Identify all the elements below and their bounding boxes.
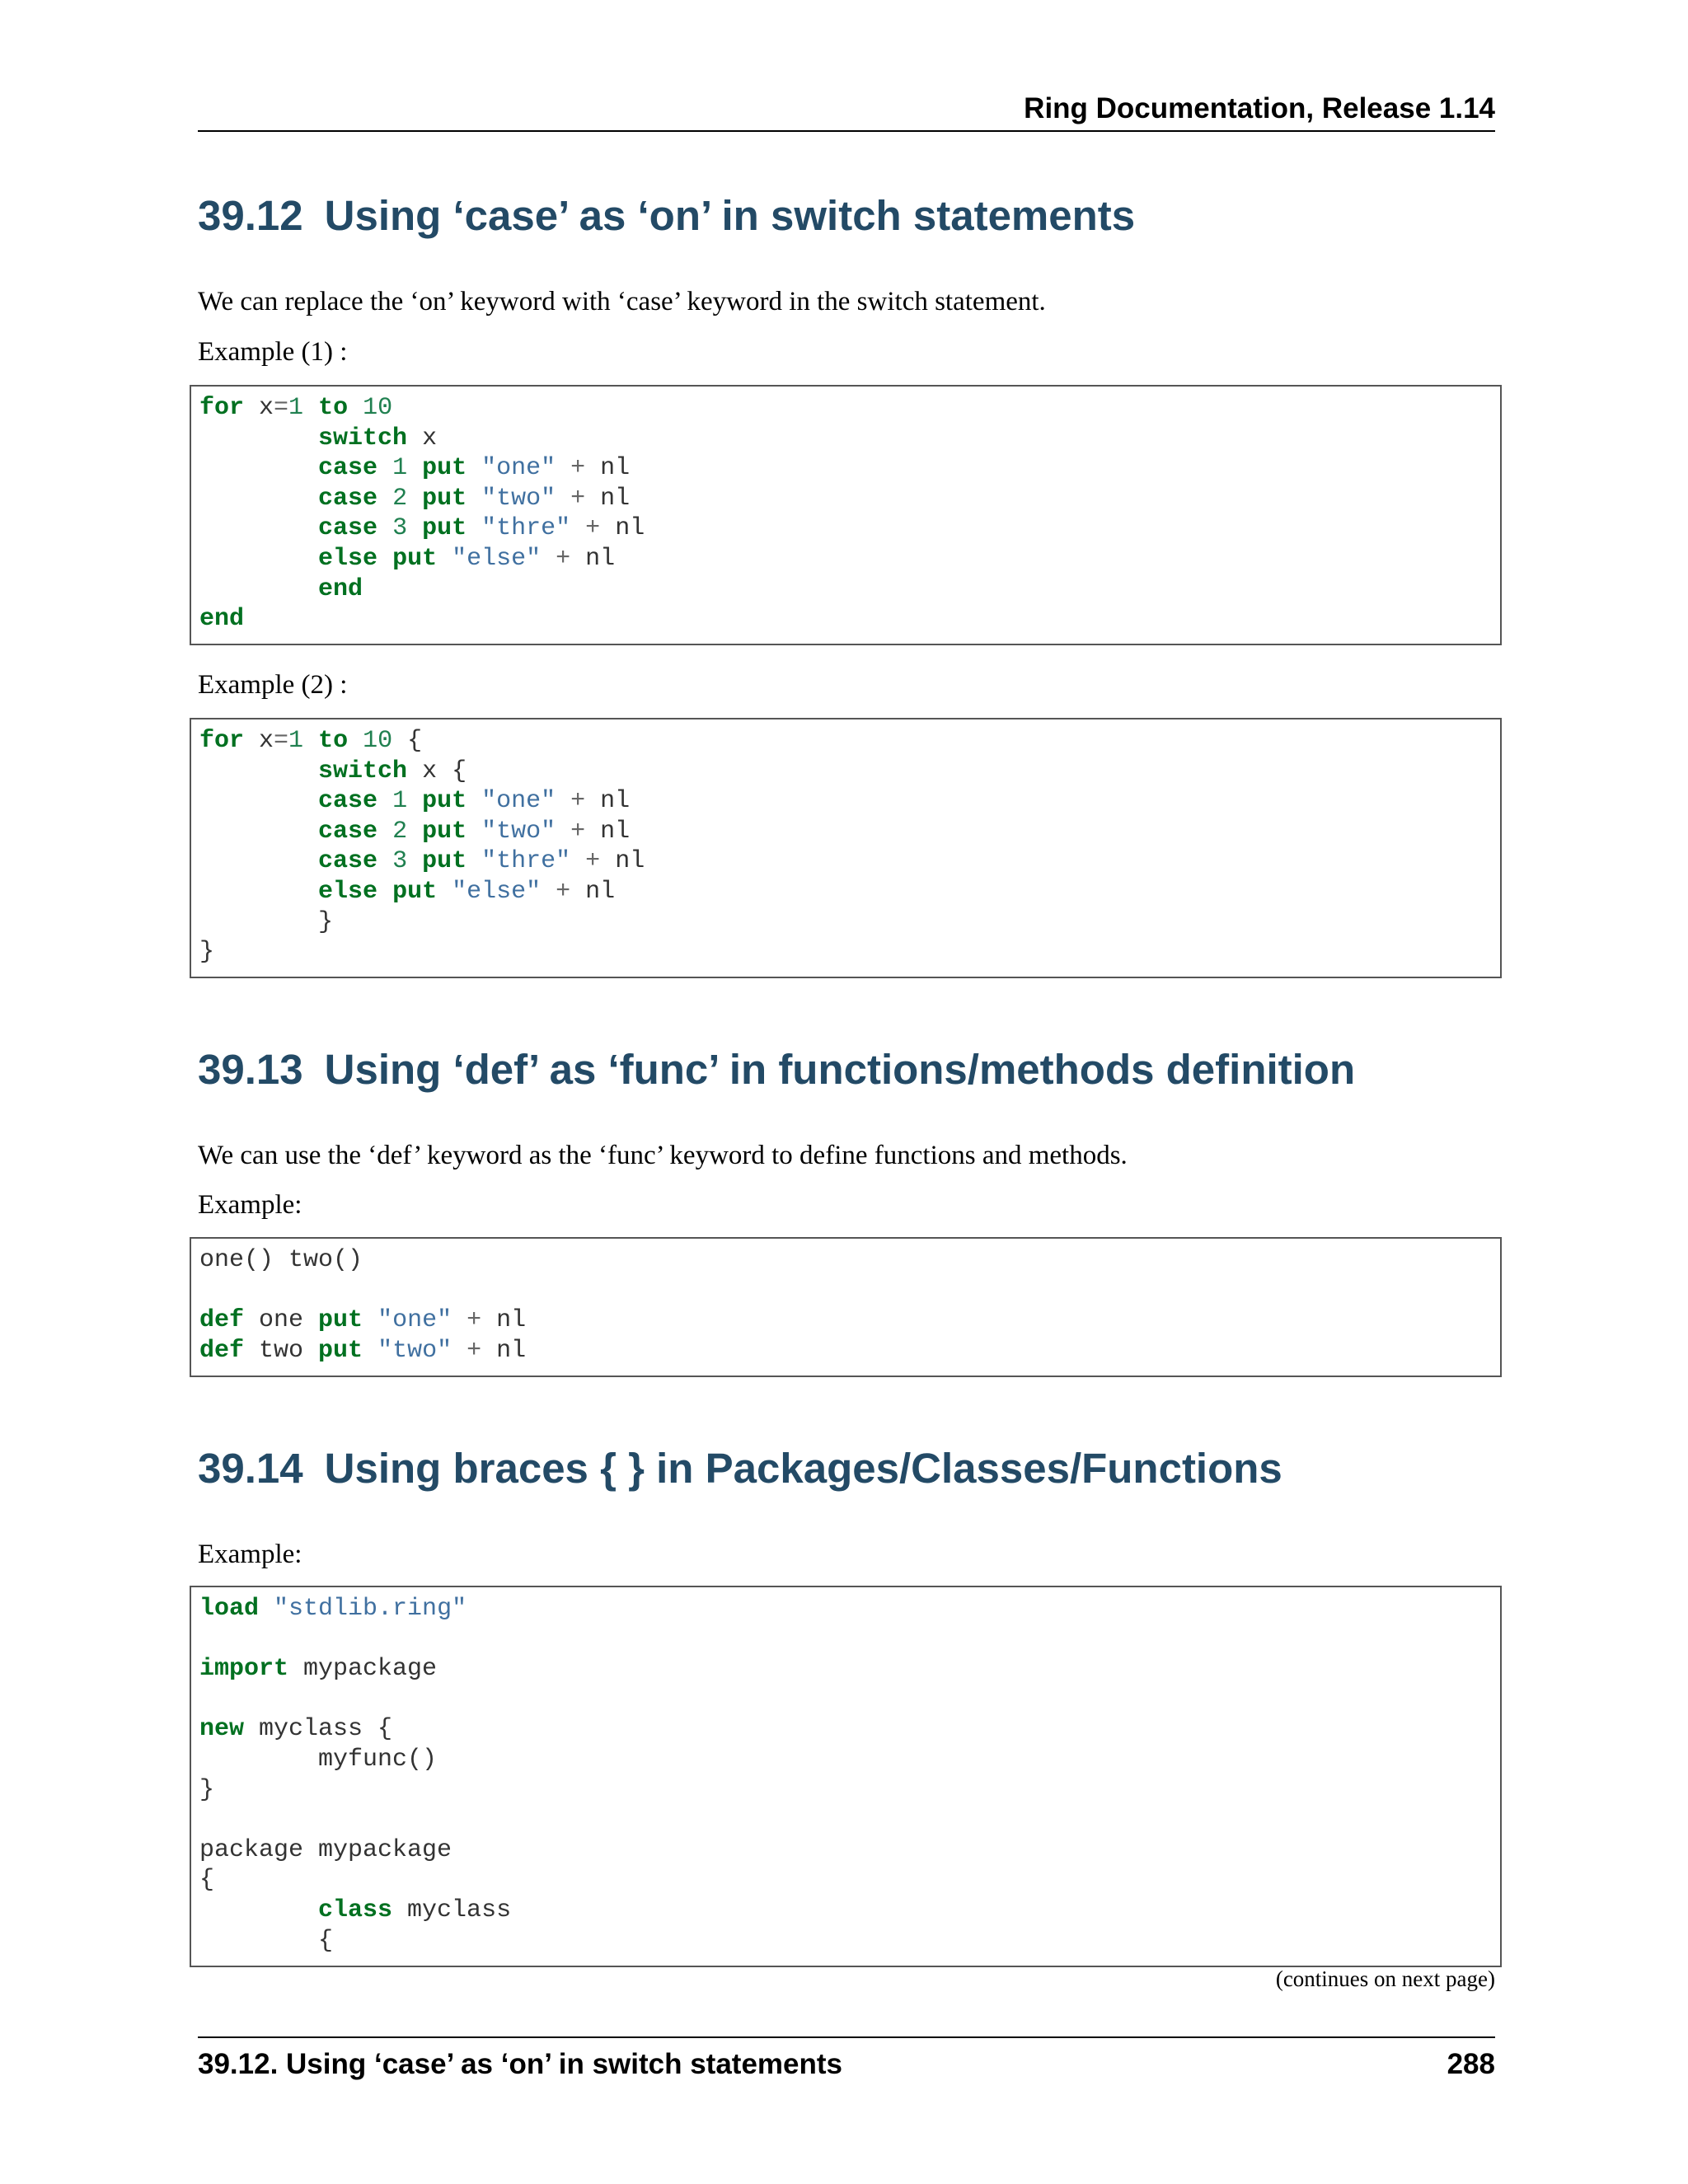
code-block-example-4 xyxy=(190,1586,1502,1967)
header-title: Ring Documentation, Release 1.14 xyxy=(1024,92,1495,124)
example-label: Example (2) : xyxy=(198,670,348,700)
section-title: Using braces { } in Packages/Classes/Functions xyxy=(324,1445,1282,1492)
section-intro: We can replace the ‘on’ keyword with ‘case’ keyword in the switch statement. xyxy=(198,287,1046,316)
section-heading-39-13 xyxy=(198,1045,1355,1094)
section-heading-39-14 xyxy=(198,1444,1282,1493)
page-number: 288 xyxy=(1447,2048,1495,2080)
section-title: Using ‘def’ as ‘func’ in functions/methods definition xyxy=(324,1046,1356,1093)
code-text: for x=1 to 10 switch x case 1 put "one" + nl case 2 put "two" + nl case 3 put "thre" + nl else put "else" + nl end end xyxy=(199,394,645,634)
code-block-example-2 xyxy=(190,718,1502,978)
code-text: load "stdlib.ring" import mypackage new myclass { myfunc() } package mypackage { class myclass { xyxy=(199,1595,512,1955)
section-intro: We can use the ‘def’ keyword as the ‘func’ keyword to define functions and methods. xyxy=(198,1141,1128,1170)
example-label: Example (1) : xyxy=(198,337,348,367)
code-text: one() two() def one put "one" + nl def two put "two" + nl xyxy=(199,1246,527,1365)
example-label: Example: xyxy=(198,1540,302,1569)
section-number: 39.12 xyxy=(198,192,303,239)
code-block-example-1 xyxy=(190,385,1502,645)
code-text: for x=1 to 10 { switch x { case 1 put "one" + nl case 2 put "two" + nl case 3 put "thre" + nl else put "else" + nl } } xyxy=(199,727,645,967)
section-title: Using ‘case’ as ‘on’ in switch statements xyxy=(324,192,1136,239)
section-number: 39.14 xyxy=(198,1445,303,1492)
example-label: Example: xyxy=(198,1190,302,1220)
page-footer xyxy=(198,2036,1495,2088)
footer-section-title: 39.12. Using ‘case’ as ‘on’ in switch statements xyxy=(198,2048,842,2080)
section-heading-39-12 xyxy=(198,191,1135,240)
continues-note: (continues on next page) xyxy=(1275,1966,1495,1991)
section-number: 39.13 xyxy=(198,1046,303,1093)
code-block-example-3 xyxy=(190,1237,1502,1377)
page-header xyxy=(198,86,1495,132)
